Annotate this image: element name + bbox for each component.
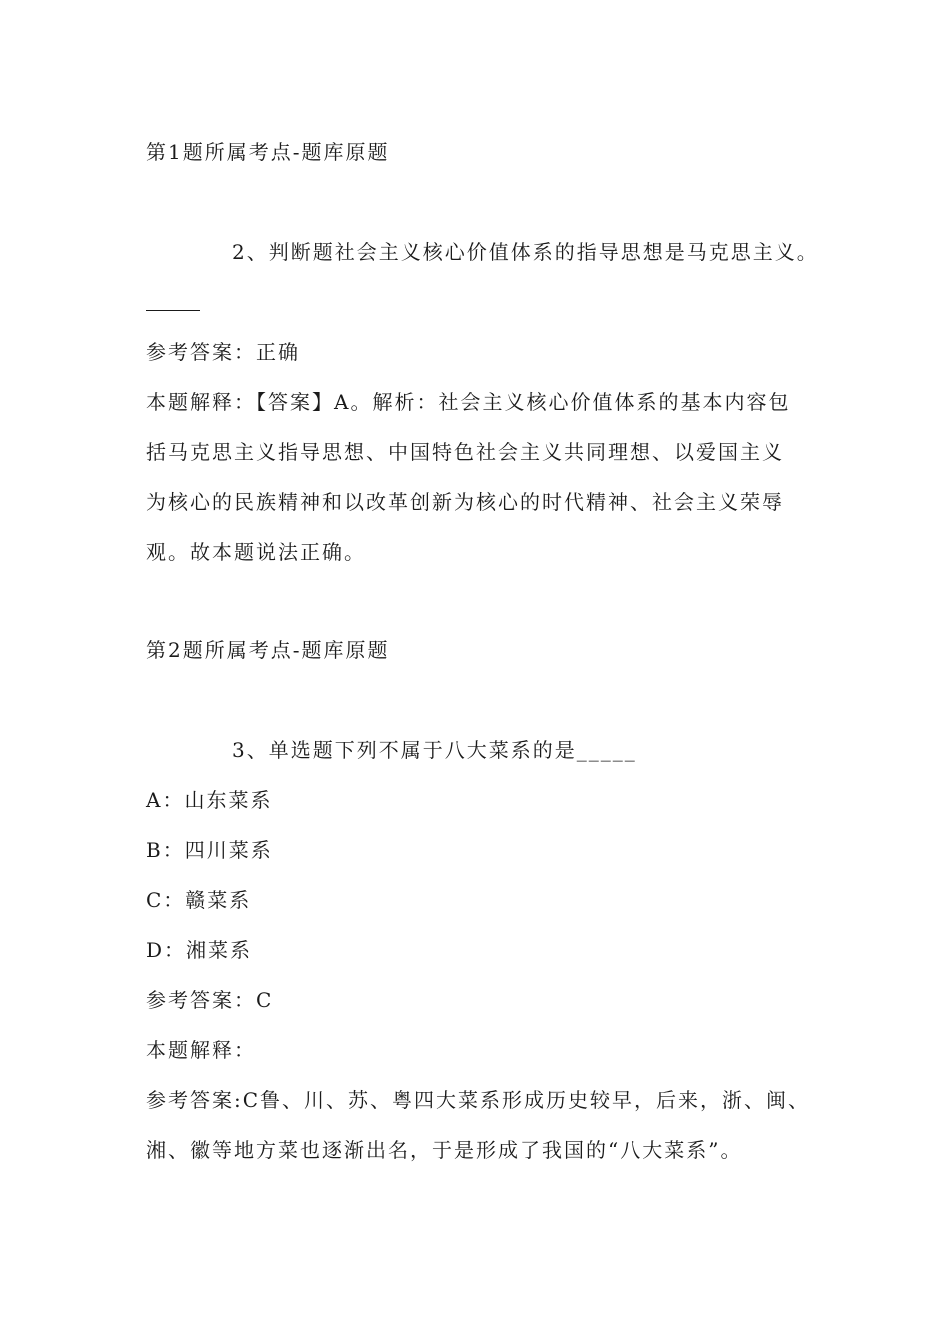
- q3-explanation-line-1: 参考答案:C鲁、川、苏、粤四大菜系形成历史较早，后来，浙、闽、: [146, 1088, 811, 1112]
- q2-explanation-line-2: 括马克思主义指导思想、中国特色社会主义共同理想、以爱国主义: [146, 440, 784, 464]
- q3-explanation-label: 本题解释：: [146, 1038, 256, 1062]
- q2-answer-blank: [146, 310, 200, 311]
- q2-explanation-line-3: 为核心的民族精神和以改革创新为核心的时代精神、社会主义荣辱: [146, 490, 784, 514]
- q2-explanation-line-1: 本题解释：【答案】A。解析：社会主义核心价值体系的基本内容包: [146, 390, 791, 414]
- q3-option-a: A：山东菜系: [146, 788, 273, 812]
- q3-answer: 参考答案：C: [146, 988, 274, 1012]
- q1-topic: 第1题所属考点-题库原题: [146, 140, 390, 164]
- q2-stem: 2、判断题社会主义核心价值体系的指导思想是马克思主义。: [232, 240, 819, 264]
- q3-option-b: B：四川菜系: [146, 838, 273, 862]
- q2-explanation-line-4: 观。故本题说法正确。: [146, 540, 366, 564]
- q2-topic: 第2题所属考点-题库原题: [146, 638, 390, 662]
- q3-option-c: C：赣菜系: [146, 888, 252, 912]
- q3-stem: 3、单选题下列不属于八大菜系的是_____: [232, 738, 637, 762]
- q3-explanation-line-2: 湘、徽等地方菜也逐渐出名，于是形成了我国的“八大菜系”。: [146, 1138, 743, 1162]
- q3-option-d: D：湘菜系: [146, 938, 253, 962]
- q2-answer: 参考答案：正确: [146, 340, 300, 364]
